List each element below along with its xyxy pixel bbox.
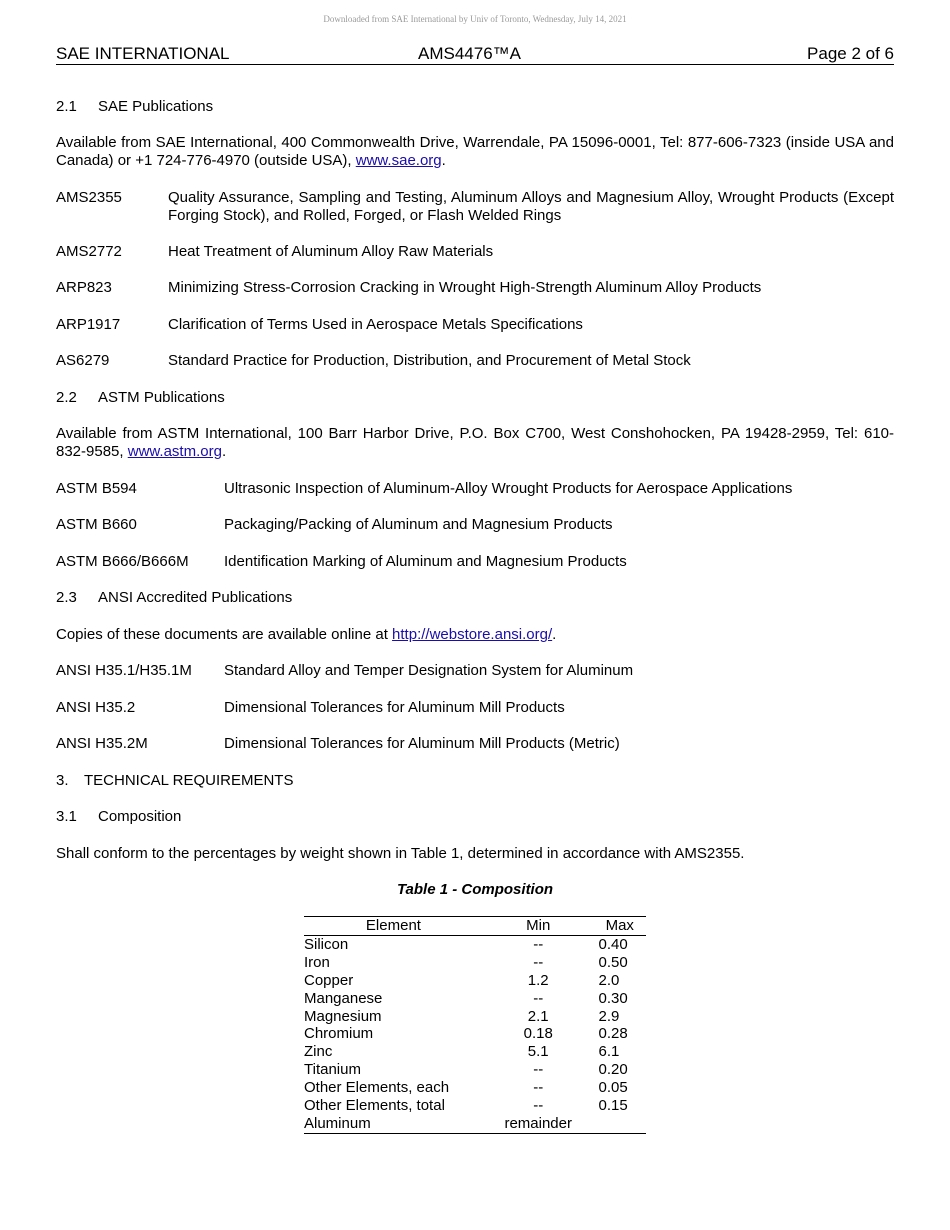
reference-code: AMS2355	[56, 189, 122, 206]
table-row	[304, 1008, 646, 1026]
table-row	[304, 1025, 646, 1043]
column-header-max: Max	[594, 917, 646, 936]
section-number: 2.2	[56, 389, 77, 406]
reference-code: ARP823	[56, 279, 112, 296]
table-row	[304, 1097, 646, 1115]
cell-min: --	[533, 1061, 544, 1079]
download-watermark: Downloaded from SAE International by Univ of Toronto, Wednesday, July 14, 2021	[323, 14, 627, 24]
cell-max: 0.30	[598, 989, 628, 1007]
header-publisher: SAE INTERNATIONAL	[56, 44, 230, 63]
ansi-availability-text: Copies of these documents are available online at	[56, 626, 393, 643]
cell-element: Titanium	[304, 1061, 361, 1079]
section-3-heading	[56, 772, 293, 790]
cell-min: remainder	[483, 1115, 594, 1133]
cell-max: 0.50	[598, 953, 628, 971]
ansi-availability-paragraph: Copies of these documents are available online at http://webstore.ansi.org/.	[56, 626, 557, 643]
reference-code: ASTM B594	[56, 480, 137, 497]
cell-max: 2.0	[598, 971, 620, 989]
reference-code: ANSI H35.2	[56, 699, 136, 716]
header-page-number: Page 2 of 6	[807, 44, 894, 63]
table-row	[304, 954, 646, 972]
cell-max: 0.40	[598, 935, 628, 953]
reference-title: Dimensional Tolerances for Aluminum Mill Products (Metric)	[224, 735, 620, 752]
cell-element: Zinc	[304, 1043, 333, 1061]
column-header-element: Element	[304, 917, 483, 936]
reference-code: ARP1917	[56, 316, 121, 333]
cell-element: Other Elements, total	[304, 1097, 445, 1115]
page-header	[56, 44, 894, 65]
section-2-2-heading	[56, 389, 225, 407]
cell-min: 1.2	[527, 971, 549, 989]
cell-element: Chromium	[304, 1025, 374, 1043]
section-title: Composition	[98, 808, 182, 825]
table-row	[304, 1079, 646, 1097]
sae-availability-text: Available from SAE International, 400 Commonwealth Drive, Warrendale, PA 15096-0001, Tel: 877-606-7323 (inside USA and Canada) or +1 724-776-4970 (outside USA),	[56, 134, 894, 169]
reference-title: Packaging/Packing of Aluminum and Magnesium Products	[224, 516, 613, 533]
astm-availability-paragraph: Available from ASTM International, 100 Barr Harbor Drive, P.O. Box C700, West Conshohocken, PA 19428-2959, Tel: 610-832-9585, www.astm.org.	[56, 425, 894, 460]
table-row	[304, 990, 646, 1008]
table-caption: Table 1 - Composition	[396, 881, 554, 898]
cell-max: 0.15	[598, 1097, 628, 1115]
cell-min: --	[533, 989, 544, 1007]
reference-title: Quality Assurance, Sampling and Testing, Aluminum Alloys and Magnesium Alloy, Wrought Products (Except Forging Stock), and Rolled, Forged, or Flash Welded Rings	[168, 189, 894, 224]
table-row	[304, 1043, 646, 1061]
section-title: SAE Publications	[98, 98, 214, 115]
cell-min: --	[533, 1079, 544, 1097]
composition-paragraph: Shall conform to the percentages by weight shown in Table 1, determined in accordance with AMS2355.	[56, 845, 745, 862]
table-row	[304, 1115, 646, 1133]
reference-code: ANSI H35.2M	[56, 735, 148, 752]
reference-title: Ultrasonic Inspection of Aluminum-Alloy Wrought Products for Aerospace Applications	[224, 480, 793, 497]
cell-max: 0.28	[598, 1025, 628, 1043]
section-title: TECHNICAL REQUIREMENTS	[84, 772, 294, 789]
cell-element: Copper	[304, 971, 354, 989]
reference-title: Minimizing Stress-Corrosion Cracking in Wrought High-Strength Aluminum Alloy Products	[168, 279, 762, 296]
reference-title: Standard Practice for Production, Distribution, and Procurement of Metal Stock	[168, 352, 691, 369]
cell-element: Iron	[304, 953, 330, 971]
section-2-1-heading	[56, 98, 213, 116]
section-title: ASTM Publications	[98, 389, 225, 406]
section-title: ANSI Accredited Publications	[98, 589, 293, 606]
cell-max: 2.9	[598, 1007, 620, 1025]
reference-title: Identification Marking of Aluminum and Magnesium Products	[224, 553, 627, 570]
cell-element: Aluminum	[304, 1115, 483, 1133]
cell-element: Other Elements, each	[304, 1079, 450, 1097]
reference-code: ASTM B660	[56, 516, 137, 533]
cell-element: Silicon	[304, 935, 349, 953]
reference-code: AMS2772	[56, 243, 122, 260]
cell-min: 5.1	[527, 1043, 549, 1061]
composition-table	[304, 916, 646, 1134]
cell-min: --	[533, 953, 544, 971]
cell-min: 0.18	[523, 1025, 553, 1043]
column-header-min: Min	[483, 917, 594, 936]
reference-title: Dimensional Tolerances for Aluminum Mill Products	[224, 699, 565, 716]
table-row	[304, 972, 646, 990]
cell-max	[594, 1115, 646, 1133]
reference-code: AS6279	[56, 352, 110, 369]
header-document-number: AMS4476™A	[418, 44, 521, 63]
table-row	[304, 935, 646, 953]
cell-min: --	[533, 1097, 544, 1115]
cell-min: 2.1	[527, 1007, 549, 1025]
cell-max: 6.1	[598, 1043, 620, 1061]
section-3-1-heading	[56, 808, 181, 826]
section-number: 2.1	[56, 98, 77, 115]
table-header-row	[304, 917, 646, 936]
sae-website-link[interactable]: www.sae.org	[355, 152, 442, 169]
section-number: 2.3	[56, 589, 77, 606]
cell-element: Magnesium	[304, 1007, 382, 1025]
reference-code: ANSI H35.1/H35.1M	[56, 662, 192, 679]
astm-website-link[interactable]: www.astm.org	[127, 443, 222, 460]
reference-title: Clarification of Terms Used in Aerospace Metals Specifications	[168, 316, 583, 333]
reference-title: Standard Alloy and Temper Designation System for Aluminum	[224, 662, 634, 679]
reference-code: ASTM B666/B666M	[56, 553, 189, 570]
sae-availability-paragraph: Available from SAE International, 400 Commonwealth Drive, Warrendale, PA 15096-0001, Tel: 877-606-7323 (inside USA and Canada) or +1 724-776-4970 (outside USA), www.sae.org.	[56, 134, 894, 169]
table-row	[304, 1061, 646, 1079]
ansi-webstore-link[interactable]: http://webstore.ansi.org/	[392, 626, 553, 643]
section-number: 3.	[56, 772, 69, 789]
cell-element: Manganese	[304, 989, 383, 1007]
section-number: 3.1	[56, 808, 77, 825]
astm-availability-text: Available from ASTM International, 100 Barr Harbor Drive, P.O. Box C700, West Conshohocken, PA 19428-2959, Tel: 610-832-9585,	[56, 425, 894, 460]
section-2-3-heading	[56, 589, 292, 607]
cell-max: 0.05	[598, 1079, 628, 1097]
reference-title: Heat Treatment of Aluminum Alloy Raw Materials	[168, 243, 494, 260]
cell-max: 0.20	[598, 1061, 628, 1079]
cell-min: --	[533, 935, 544, 953]
